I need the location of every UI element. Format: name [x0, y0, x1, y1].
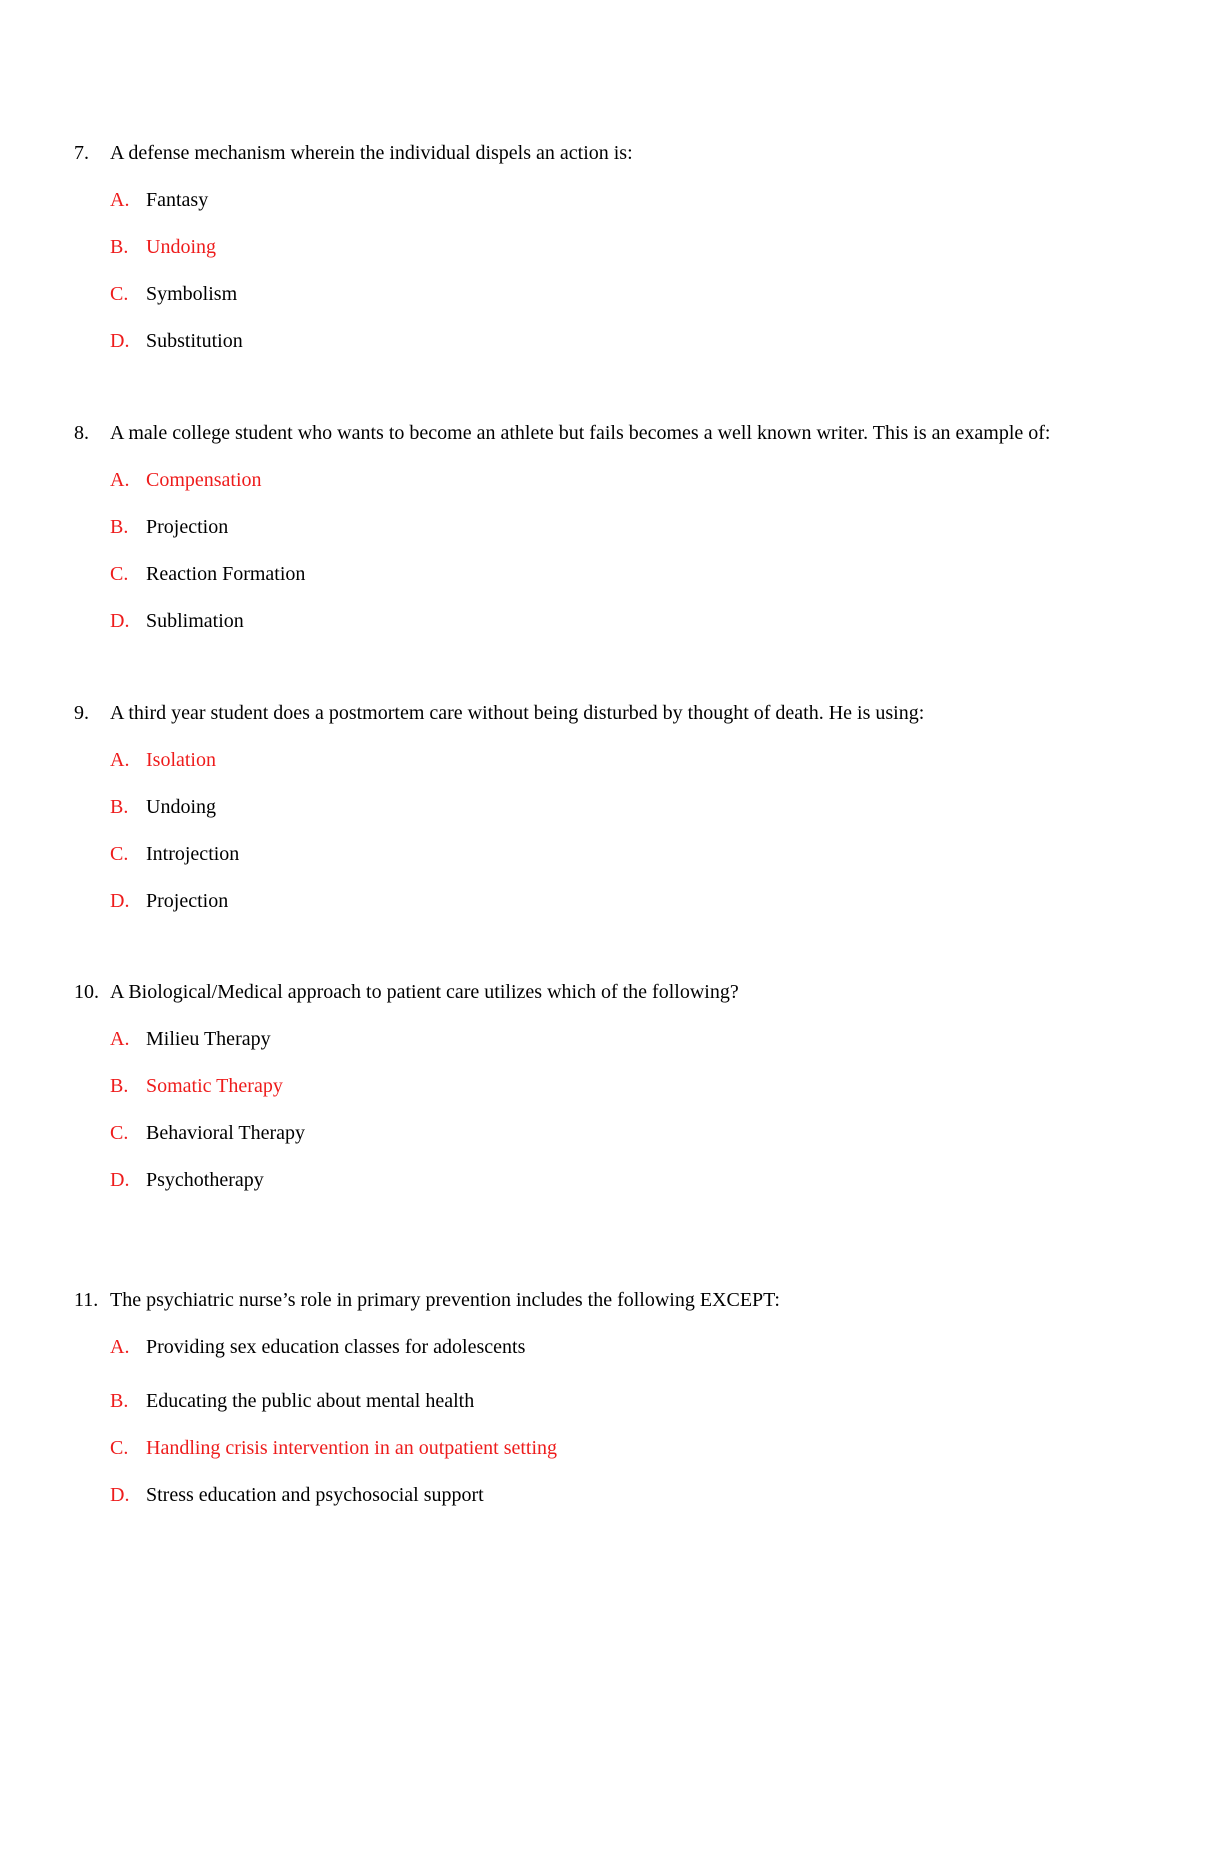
option-text: Educating the public about mental health [146, 1390, 475, 1412]
question-text: A defense mechanism wherein the individual dispels an action is: [110, 142, 633, 164]
option-text-correct: Undoing [146, 236, 216, 258]
option-text-correct: Somatic Therapy [146, 1075, 283, 1097]
option-text: Substitution [146, 330, 243, 352]
option-letter: D. [110, 330, 130, 352]
option-d [0, 1480, 1224, 1510]
option-letter: C. [110, 1437, 129, 1459]
question-line [0, 138, 1224, 168]
question-number: 8. [74, 422, 89, 444]
option-letter: D. [110, 1484, 130, 1506]
option-letter: B. [110, 516, 129, 538]
option-text: Fantasy [146, 189, 209, 211]
option-text: Milieu Therapy [146, 1028, 271, 1050]
question-text: A third year student does a postmortem care without being disturbed by thought of death. He is using: [110, 702, 925, 724]
option-letter: C. [110, 843, 129, 865]
option-b [0, 792, 1224, 822]
option-text: Reaction Formation [146, 563, 306, 585]
option-letter: A. [110, 1336, 130, 1358]
option-c [0, 1118, 1224, 1148]
question-text: A Biological/Medical approach to patient care utilizes which of the following? [110, 981, 739, 1003]
option-d [0, 1165, 1224, 1195]
option-text-correct: Handling crisis intervention in an outpatient setting [146, 1437, 558, 1459]
option-letter: C. [110, 283, 129, 305]
option-letter: A. [110, 749, 130, 771]
option-letter: B. [110, 1075, 129, 1097]
option-text: Undoing [146, 796, 216, 818]
option-b [0, 232, 1224, 262]
option-letter: B. [110, 236, 129, 258]
option-letter: C. [110, 1122, 129, 1144]
option-letter: A. [110, 189, 130, 211]
option-letter: B. [110, 796, 129, 818]
question-text: The psychiatric nurse’s role in primary prevention includes the following EXCEPT: [110, 1289, 780, 1311]
question-line [0, 698, 1224, 728]
option-letter: D. [110, 890, 130, 912]
option-text-correct: Isolation [146, 749, 216, 771]
option-text: Introjection [146, 843, 240, 865]
option-text-correct: Compensation [146, 469, 262, 491]
option-a [0, 185, 1224, 215]
question-line [0, 418, 1224, 448]
option-a [0, 465, 1224, 495]
question-8 [0, 418, 1224, 636]
option-letter: C. [110, 563, 129, 585]
option-b [0, 1071, 1224, 1101]
option-text: Psychotherapy [146, 1169, 264, 1191]
option-b [0, 1386, 1224, 1416]
option-text: Sublimation [146, 610, 244, 632]
option-text: Behavioral Therapy [146, 1122, 306, 1144]
option-c [0, 279, 1224, 309]
question-11 [0, 1285, 1224, 1510]
option-text: Stress education and psychosocial support [146, 1484, 484, 1506]
option-letter: B. [110, 1390, 129, 1412]
option-a [0, 1332, 1224, 1362]
option-text: Symbolism [146, 283, 238, 305]
question-9 [0, 698, 1224, 916]
option-text: Projection [146, 516, 229, 538]
option-c [0, 559, 1224, 589]
option-letter: A. [110, 469, 130, 491]
option-letter: D. [110, 610, 130, 632]
option-text: Projection [146, 890, 229, 912]
option-letter: D. [110, 1169, 130, 1191]
option-b [0, 512, 1224, 542]
question-line [0, 977, 1224, 1007]
question-7 [0, 138, 1224, 356]
option-c [0, 1433, 1224, 1463]
question-number: 10. [74, 981, 99, 1003]
option-d [0, 606, 1224, 636]
option-letter: A. [110, 1028, 130, 1050]
question-number: 9. [74, 702, 89, 724]
question-text: A male college student who wants to become an athlete but fails becomes a well known writer. This is an example of: [110, 422, 1051, 444]
option-a [0, 1024, 1224, 1054]
question-10 [0, 977, 1224, 1195]
option-a [0, 745, 1224, 775]
option-d [0, 886, 1224, 916]
option-text: Providing sex education classes for adolescents [146, 1336, 526, 1358]
option-c [0, 839, 1224, 869]
option-d [0, 326, 1224, 356]
question-number: 11. [74, 1289, 99, 1311]
question-number: 7. [74, 142, 89, 164]
question-line [0, 1285, 1224, 1315]
